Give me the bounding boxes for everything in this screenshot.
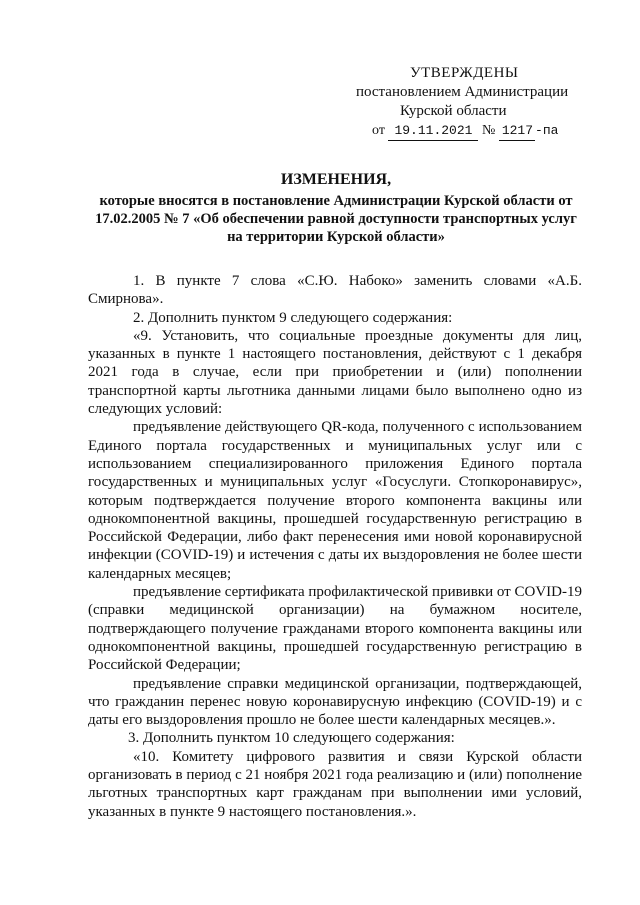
paragraph-1: 1. В пункте 7 слова «С.Ю. Набоко» заменить словами «А.Б. Смирнова». <box>88 273 582 308</box>
approval-number: 1217 <box>499 121 535 141</box>
approval-line-3: Курской области <box>400 103 507 119</box>
paragraph-6: предъявление справки медицинской организации, подтверждающей, что гражданин перенес новую коронавирусную инфекцию (COVID-19) и с даты его выздоровления прошло не более шести календарных месяцев.». <box>88 675 582 729</box>
approval-line-2: постановлением Администрации <box>356 84 569 100</box>
document-body <box>88 272 582 821</box>
approval-date-line <box>372 121 596 141</box>
approval-title: УТВЕРЖДЕНЫ <box>410 65 519 81</box>
heading-title: ИЗМЕНЕНИЯ, <box>280 171 392 188</box>
paragraph-8: «10. Комитету цифрового развития и связи Курской области организовать в период с 21 ноября 2021 года реализацию и (или) пополнение льготных транспортных карт гражданам при выполнении ими условий, указанных в пункте 9 настоящего постановления.». <box>88 748 582 820</box>
paragraph-7: 3. Дополнить пунктом 10 следующего содержания: <box>128 730 455 747</box>
heading-subtitle: которые вносятся в постановление Администрации Курской области от 17.02.2005 № 7 «Об обеспечении равной доступности транспортных услуг на территории Курской области» <box>95 193 577 245</box>
approval-date: 19.11.2021 <box>388 121 478 141</box>
approval-number-suffix: -па <box>535 123 559 138</box>
paragraph-2: 2. Дополнить пунктом 9 следующего содержания: <box>133 309 453 326</box>
from-label: от <box>372 123 385 138</box>
document-heading <box>86 170 586 246</box>
number-label: № <box>481 123 496 138</box>
paragraph-3: «9. Установить, что социальные проездные документы для лиц, указанных в пункте 1 настоящего постановления, действуют с 1 декабря 2021 года в случае, если при приобретении и (или) пополнении транспортной карты льготника данными лицами было выполнено одно из следующих условий: <box>88 327 582 418</box>
approval-block <box>356 64 596 141</box>
paragraph-5: предъявление сертификата профилактической прививки от COVID-19 (справки медицинской организации) на бумажном носителе, подтверждающего получение гражданами второго компонента вакцины или однокомпонентной вакцины, прошедшей государственную регистрацию в Российской Федерации; <box>88 584 582 674</box>
paragraph-4: предъявление действующего QR-кода, полученного с использованием Единого портала государственных и муниципальных услуг или с использованием специализированного приложения Единого портала государственных и муниципальных услуг «Госуслуги. Стопкоронавирус», которым подтверждается получение второго компонента вакцины или однокомпонентной вакцины, прошедшей государственную регистрацию в Российской Федерации, либо факт перенесения ими новой коронавирусной инфекции (COVID-19) и истечения с даты их выздоровления не более шести календарных месяцев; <box>88 419 582 582</box>
